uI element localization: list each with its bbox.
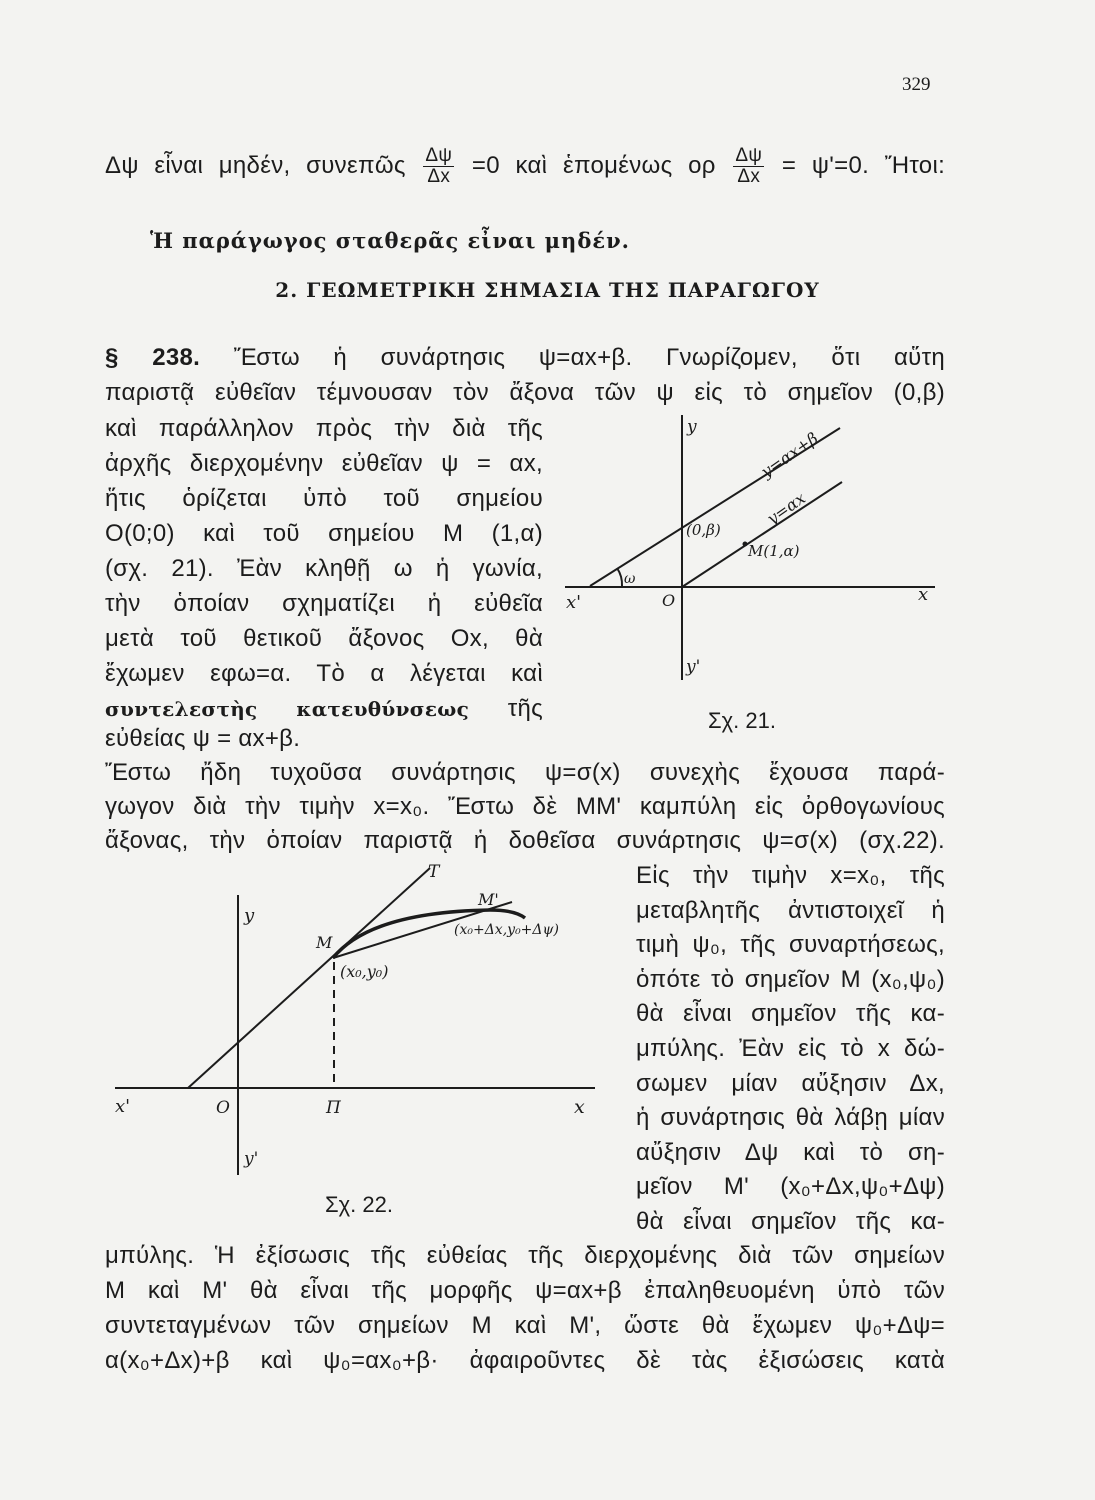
label-x: x [574,1096,585,1118]
figure-22-caption: Σχ. 22. [325,1192,393,1217]
angle-arc [617,568,622,586]
text-line: αὔξησιν Δψ καὶ τὸ ση- [636,1138,945,1166]
section-heading: 2. ΓΕΩΜΕΤΡΙΚΗ ΣΗΜΑΣΙΑ ΤΗΣ ΠΑΡΑΓΩΓΟΥ [275,278,820,302]
text-line: ὁπότε τὸ σημεῖον M (x₀,ψ₀) [636,965,945,993]
label-y-neg: y' [244,1149,259,1169]
text: Ἔστω ἡ συνάρτησις ψ=αx+β. Γνωρίζομεν, ὅτι αὕτη [233,344,946,371]
text: τῆς [507,695,543,722]
section-mark: § 238. [105,344,201,371]
text-line: σωμεν μίαν αὔξησιν Δx, [636,1069,945,1097]
text-line: θὰ εἶναι σημεῖον τῆς κα- [636,1208,945,1235]
text-line: μπύλης. Ἐὰν εἰς τὸ x δώ- [636,1035,945,1062]
text-line: ἀρχῆς διερχομένην εὐθεῖαν ψ = αx, [105,450,543,477]
label-y-neg: y' [686,657,701,677]
text-line: O(0;0) καὶ τοῦ σημείου M (1,α) [105,520,543,547]
bold-term: συντελεστὴς κατευθύνσεως [105,697,470,721]
label-line1: y=αx+β [757,428,822,482]
label-x-neg: x' [115,1096,131,1117]
label-m-coords: (x₀,y₀) [340,962,389,981]
theorem-statement: Ἡ παράγωγος σταθερᾶς εἶναι μηδέν. [150,228,630,253]
text-line: (σχ. 21). Ἐὰν κληθῇ ω ἡ γωνία, [105,555,543,582]
text-line: ἄξονας, τὴν ὁποίαν παριστᾷ ἡ δοθεῖσα συνάρτησις ψ=σ(x) (σχ.22). [105,827,945,854]
label-point-b: (0,β) [686,521,721,539]
text-line: γωγον διὰ τὴν τιμὴν x=x₀. Ἔστω δὲ MM' καμπύλη εἰς ὀρθογωνίους [105,793,945,820]
label-y: y [244,905,255,926]
denominator: Δx [737,166,761,187]
text-line: ἡ συνάρτησις θὰ λάβῃ μίαν [636,1104,945,1132]
label-point-m: M(1,α) [748,542,800,560]
text-line: θὰ εἶναι σημεῖον τῆς κα- [636,1000,945,1028]
text-line: καὶ παράλληλον πρὸς τὴν διὰ τῆς [105,415,543,442]
numerator: Δψ [425,145,453,166]
text-line: τιμὴ ψ₀, τῆς συναρτήσεως, [636,931,945,959]
label-line2: y=αx [763,488,809,529]
denominator: Δx [427,166,451,187]
text-line: ἔχωμεν εφω=α. Τὸ α λέγεται καὶ [105,660,543,687]
text-line: ἥτις ὁρίζεται ὑπὸ τοῦ σημείου [105,485,543,512]
label-y: y [687,417,697,437]
text-line: Ἔστω ἤδη τυχοῦσα συνάρτησις ψ=σ(x) συνεχὴς ἔχουσα παρά- [105,759,945,786]
text-line: Εἰς τὴν τιμὴν x=x₀, τῆς [636,862,945,889]
text: =0 καὶ ἑπομένως ορ [471,151,716,179]
text-line: μπύλης. Ἡ ἐξίσωσις τῆς εὐθείας τῆς διερχομένης διὰ τῶν σημείων [105,1242,945,1269]
text-line: μετὰ τοῦ θετικοῦ ἄξονος Ox, θὰ [105,625,543,652]
label-x-neg: x' [566,592,582,613]
label-x: x [918,584,929,605]
label-m-prime: M' [478,890,499,909]
label-m: M [316,933,333,952]
text: Δψ εἶναι μηδέν, συνεπῶς [105,151,406,179]
numerator: Δψ [735,145,763,166]
text-line: α(x₀+Δx)+β καὶ ψ₀=αx₀+β· ἀφαιροῦντες δὲ τὰς ἐξισώσεις κατὰ [105,1347,945,1374]
point-m [743,542,748,547]
text-line: μεταβλητῆς ἀντιστοιχεῖ ἡ [636,896,945,924]
tangent-line [188,868,430,1088]
text-line: συντεταγμένων τῶν σημείων M καὶ M', ὥστε θὰ ἔχωμεν ψ₀+Δψ= [105,1312,945,1339]
label-origin: O [216,1098,230,1118]
text-line: εὐθείας ψ = αx+β. [105,725,301,752]
text-line: M καὶ M' θὰ εἶναι τῆς μορφῆς ψ=αx+β ἐπαληθευομένη ὑπὸ τῶν [105,1277,945,1304]
figure-21-caption: Σχ. 21. [708,708,776,733]
text-line: παριστᾷ εὐθεῖαν τέμνουσαν τὸν ἄξονα τῶν ψ εἰς τὸ σημεῖον (0,β) [105,379,945,406]
label-origin: O [662,591,676,610]
page-number: 329 [902,74,931,95]
text-line: τὴν ὁποίαν σχηματίζει ἡ εὐθεῖα [105,590,543,617]
label-pi: Π [326,1098,341,1118]
label-m-prime-coords: (x₀+Δx,y₀+Δψ) [454,922,559,938]
label-t: T [428,862,440,882]
label-omega: ω [624,571,636,587]
text-line: μεῖον M' (x₀+Δx,ψ₀+Δψ) [636,1173,945,1201]
text: = ψ'=0. Ἤτοι: [781,151,946,179]
